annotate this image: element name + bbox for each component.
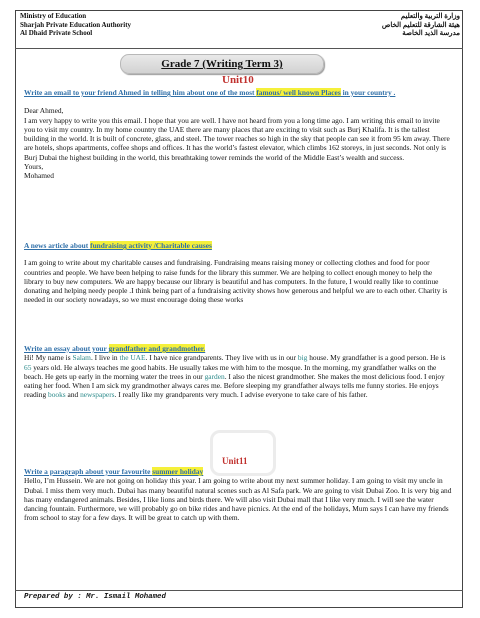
greeting: Dear Ahmed,: [24, 106, 64, 116]
section-heading: Write an essay about your grandfather and grandmother.: [24, 344, 206, 353]
footer-divider: [15, 590, 463, 591]
header-right: [382, 12, 460, 38]
section-heading: Write a paragraph about your favourite summer holiday: [24, 467, 204, 476]
header-left: [20, 12, 131, 38]
unit10-title: Unit10: [222, 74, 254, 86]
footer-credit: Prepared by : Mr. Ismail Mohamed: [24, 593, 166, 601]
header-divider: [15, 48, 463, 49]
article-body: I am going to write about my charitable causes and fundraising. Fundraising means raising money or collecting clothes and food for poor countries and people. We have been helping to raise funds for the library this summer. We are helping to collect enough money to help the library to buy new computers. We are happy because our library is beautiful and has computers. In the future, I would really like to continue donating and helping needy people .I think being part of a fundraising activity shows how generous and helpful we are to each other. Charity is needed in our society nowadays, so we must encourage doing these works: [24, 258, 448, 305]
section-heading: Write an email to your friend Ahmed in telling him about one of the most famous/ well known Places in your country .: [24, 88, 396, 97]
ministry-label: Ministry of Education: [20, 12, 87, 20]
section-summer-holiday: [24, 467, 452, 523]
section-email: [24, 88, 452, 181]
email-body: I am very happy to write you this email. I hope that you are well. I have not heard from you a long time ago. I am writing this email to invite you to visit my country. In my home country the UAE there are many places that are exciting to visit such as Burj Khalifa. It is the tallest building in the world. It is built of concrete, glass, and steel. The tower reaches so high in the sky that people can see it from 95 km away. There are hotels, shops apartments, coffee shops and offices. It has the world’s fastest elevator, which climbs 162 storeys, in just seconds. Not only is Burj Dubai the highest building in the world, this breathtaking tower reminds the world of the Middle East’s wealth and success.: [24, 115, 450, 162]
paragraph-body: Hello, I’m Hussein. We are not going on holiday this year. I am going to write about my next summer holiday. I am going to visit my uncle in Dubai. I miss them very much. Dubai has many beautiful natural scenes such as Al Safa park. We are going to visit Dubai Zoo. It is very big and has many endangered animals. Besides, I like lions and birds there. We will also visit Dubai mall that I like very much. I will see the water dancing fountain. Furthermore, we will probably go on bike rides and have picnics. At the end of the holidays, Mum says I can have my friends from school to stay for a few days. It will be great to catch up with them.: [24, 476, 452, 523]
section-heading: A news article about fundraising activity /Charitable causes: [24, 241, 212, 250]
ministry-label-ar: وزارة التربية والتعليم: [400, 12, 460, 20]
page-title: Grade 7 (Writing Term 3): [120, 54, 324, 74]
authority-label: Sharjah Private Education Authority: [20, 20, 132, 29]
school-label-ar: مدرسة الذيد الخاصة: [402, 29, 460, 38]
essay-body: Hi! My name is Salam. I live in the UAE. I have nice grandparents. They live with us in our big house. My grandfather is a good person. He is 65 years old. He always teaches me good habits. He usually takes me with him to the mosque. In the morning, my grandfather walks on the beach. He gets up early in the morning water the trees in our garden. I also the nicest grandmother. She makes the most delicious food. I enjoy eating her food. When I am sick my grandmother always cares me. Before sleeping my grandfather always tells me funny stories. He enjoys reading books and newspapers. I really like my grandparents very much. I advise everyone to take care of his father.: [24, 353, 446, 400]
school-label: Al Dhaid Private School: [20, 29, 93, 38]
section-fundraising: [24, 241, 452, 305]
section-grandparents: [24, 344, 452, 400]
signature-name: Mohamed: [24, 171, 54, 181]
authority-label-ar: هيئة الشارقة للتعليم الخاص: [381, 20, 460, 29]
unit11-title: Unit11: [222, 456, 248, 466]
closing: Yours,: [24, 162, 44, 172]
